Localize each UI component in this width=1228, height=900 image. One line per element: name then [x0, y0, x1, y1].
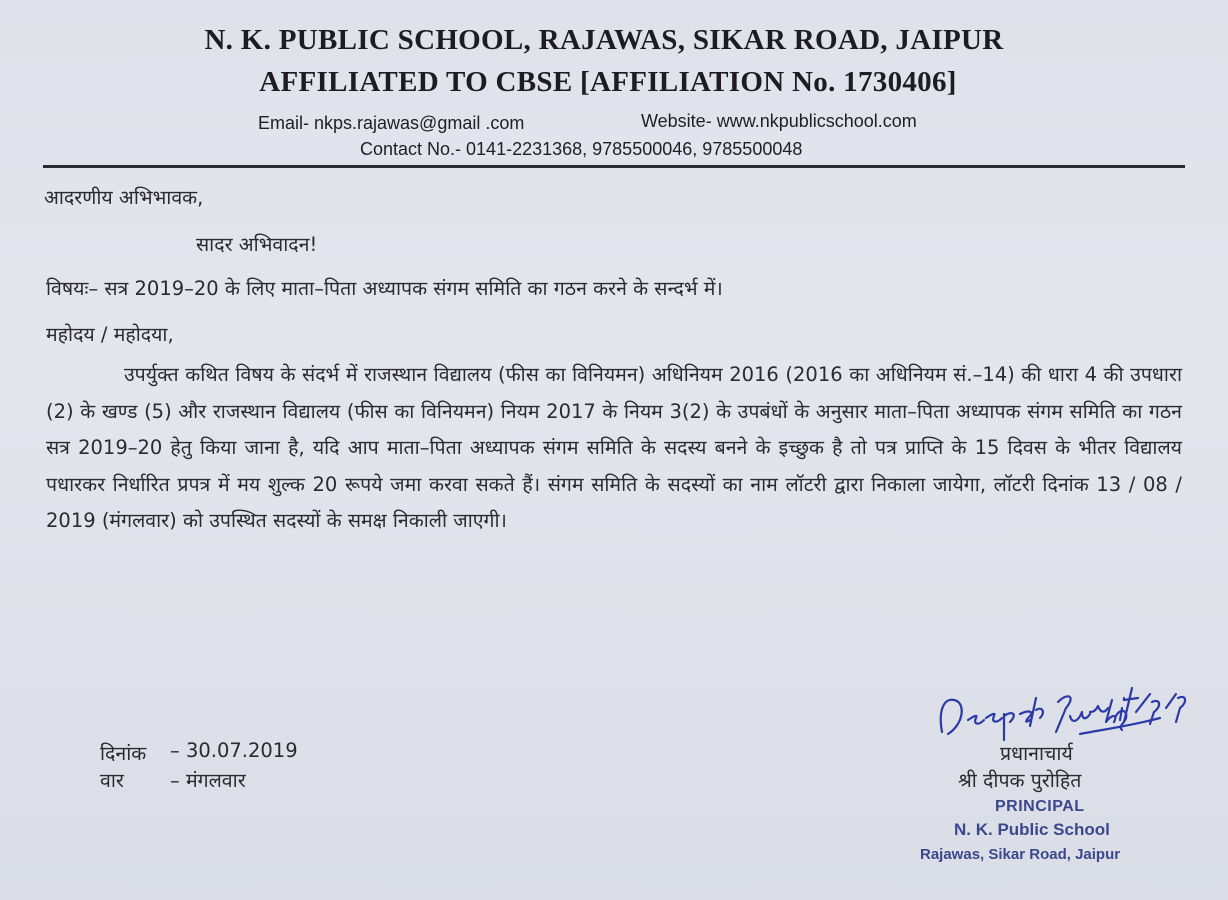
address-line: महोदय / महोदया, [46, 323, 174, 346]
subject-line: विषयः– सत्र 2019–20 के लिए माता–पिता अध्यापक संगम समिति का गठन करने के सन्दर्भ में। [46, 277, 723, 300]
handwritten-signature [930, 640, 1200, 750]
school-website: Website- www.nkpublicschool.com [641, 111, 917, 131]
letter-body: उपर्युक्त कथित विषय के संदर्भ में राजस्थान विद्यालय (फीस का विनियमन) अधिनियम 2016 (2016 का अधिनियम सं.–14) की धारा 4 की उपधारा (2) के खण्ड (5) और राजस्थान विद्यालय (फीस का विनियमन) नियम 2017 के नियम 3(2) के उपबंधों के अनुसार माता–पिता अध्यापक संगम समिति का गठन सत्र 2019–20 हेतु किया जाना है, यदि आप माता–पिता अध्यापक संगम समिति के सदस्य बनने के इच्छुक है तो पत्र प्राप्ति के 15 दिवस के भीतर विद्यालय पधारकर निर्धारित प्रपत्र में मय शुल्क 20 रूपये जमा करवा सकते हैं। संगम समिति के सदस्यों का नाम लॉटरी द्वारा निकाला जायेगा, लॉटरी दिनांक 13 / 08 / 2019 (मंगलवार) को उपस्थित सदस्यों के समक्ष निकाली जाएगी। [46, 363, 1182, 532]
stamp-address: Rajawas, Sikar Road, Jaipur [920, 846, 1121, 863]
date-label: दिनांक [100, 742, 147, 765]
affiliation-line: AFFILIATED TO CBSE [AFFILIATION No. 1730406] [259, 66, 957, 98]
school-email: Email- nkps.rajawas@gmail .com [258, 113, 525, 133]
header-divider [43, 165, 1185, 168]
school-name: N. K. PUBLIC SCHOOL, RAJAWAS, SIKAR ROAD, JAIPUR [204, 24, 1004, 56]
salutation: आदरणीय अभिभावक, [44, 186, 204, 209]
principal-name: श्री दीपक पुरोहित [958, 769, 1082, 792]
stamp-title: PRINCIPAL [995, 798, 1085, 815]
day-value: – मंगलवार [170, 769, 246, 792]
school-contact: Contact No.- 0141-2231368, 9785500046, 9785500048 [360, 139, 803, 159]
day-label: वार [100, 769, 124, 792]
principal-title: प्रधानाचार्य [1000, 742, 1073, 765]
stamp-school: N. K. Public School [954, 820, 1110, 839]
greeting: सादर अभिवादन! [196, 233, 318, 256]
date-value: – 30.07.2019 [170, 739, 298, 762]
